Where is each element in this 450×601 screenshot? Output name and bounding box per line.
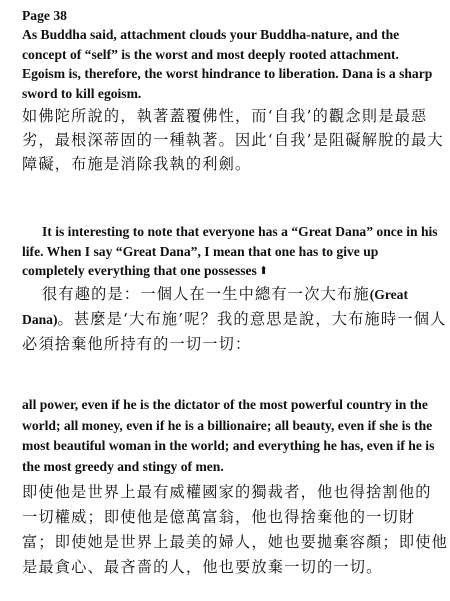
- p1-zh-line-3: 障礙，布施是消除我執的利劍。: [22, 155, 252, 173]
- p2-zh-line-1: [42, 282, 450, 307]
- p1-en-line-2: concept of “self” is the worst and most deeply rooted attachment.: [22, 46, 399, 62]
- p3-zh-line-2: 一切權威；即使他是億萬富翁，他也得捨棄他的一切財: [22, 508, 416, 526]
- p2-zh-line-1-suffix: (Great: [369, 287, 408, 302]
- p3-zh-line-4: 是最貪心、最吝嗇的人，他也要放棄一切的一切。: [22, 558, 383, 576]
- p1-en-line-4: sword to kill egoism.: [22, 85, 142, 101]
- p1-en-line-3: Egoism is, therefore, the worst hindrance to liberation. Dana is a sharp: [22, 66, 433, 81]
- p2-zh-line-2: [22, 307, 447, 332]
- p2-en-line-3-text: completely everything that one possesses: [22, 263, 257, 278]
- p2-zh-line-2-text: 。甚麼是‘大布施’呢？我的意思是說，大布施時一個人: [57, 310, 447, 328]
- p2-en-line-2: life. When I say “Great Dana”, I mean that one has to give up: [22, 243, 379, 259]
- p1-en-line-1: As Buddha said, attachment clouds your Buddha-nature, and the: [22, 27, 400, 42]
- p2-zh-line-1-text: 很有趣的是：一個人在一生中總有一次大布施: [42, 285, 370, 303]
- arrow-up-icon: ⬆: [258, 265, 269, 277]
- p3-en-line-2: world; all money, even if he is a billionaire; all beauty, even if she is the: [22, 417, 433, 433]
- p2-zh-line-3: 必須捨棄他所持有的一切一切：: [22, 335, 252, 353]
- p2-en-line-3: [22, 261, 434, 281]
- p2-en-line-1: It is interesting to note that everyone has a “Great Dana” once in his: [42, 224, 438, 239]
- p3-en-line-1: all power, even if he is the dictator of the most powerful country in the: [22, 397, 428, 412]
- p2-zh-line-2-prefix: Dana): [22, 312, 58, 327]
- p1-zh-line-1: 如佛陀所說的，執著蓋覆佛性，而‘自我’的觀念則是最惡: [22, 107, 428, 125]
- page-number: Page 38: [22, 8, 67, 23]
- p3-en-line-4: the most greedy and stingy of men.: [22, 458, 224, 474]
- p3-zh-line-1: 即使他是世界上最有威權國家的獨裁者，他也得捨割他的: [22, 483, 432, 501]
- p1-zh-line-2: 劣，最根深蒂固的一種執著。因此‘自我’是阻礙解脫的最大: [22, 131, 444, 149]
- p3-en-line-3: most beautiful woman in the world; and everything he has, even if he is: [22, 438, 435, 453]
- p3-zh-line-3: 富；即使她是世界上最美的婦人，她也要拋棄容顏；即使他: [22, 533, 449, 551]
